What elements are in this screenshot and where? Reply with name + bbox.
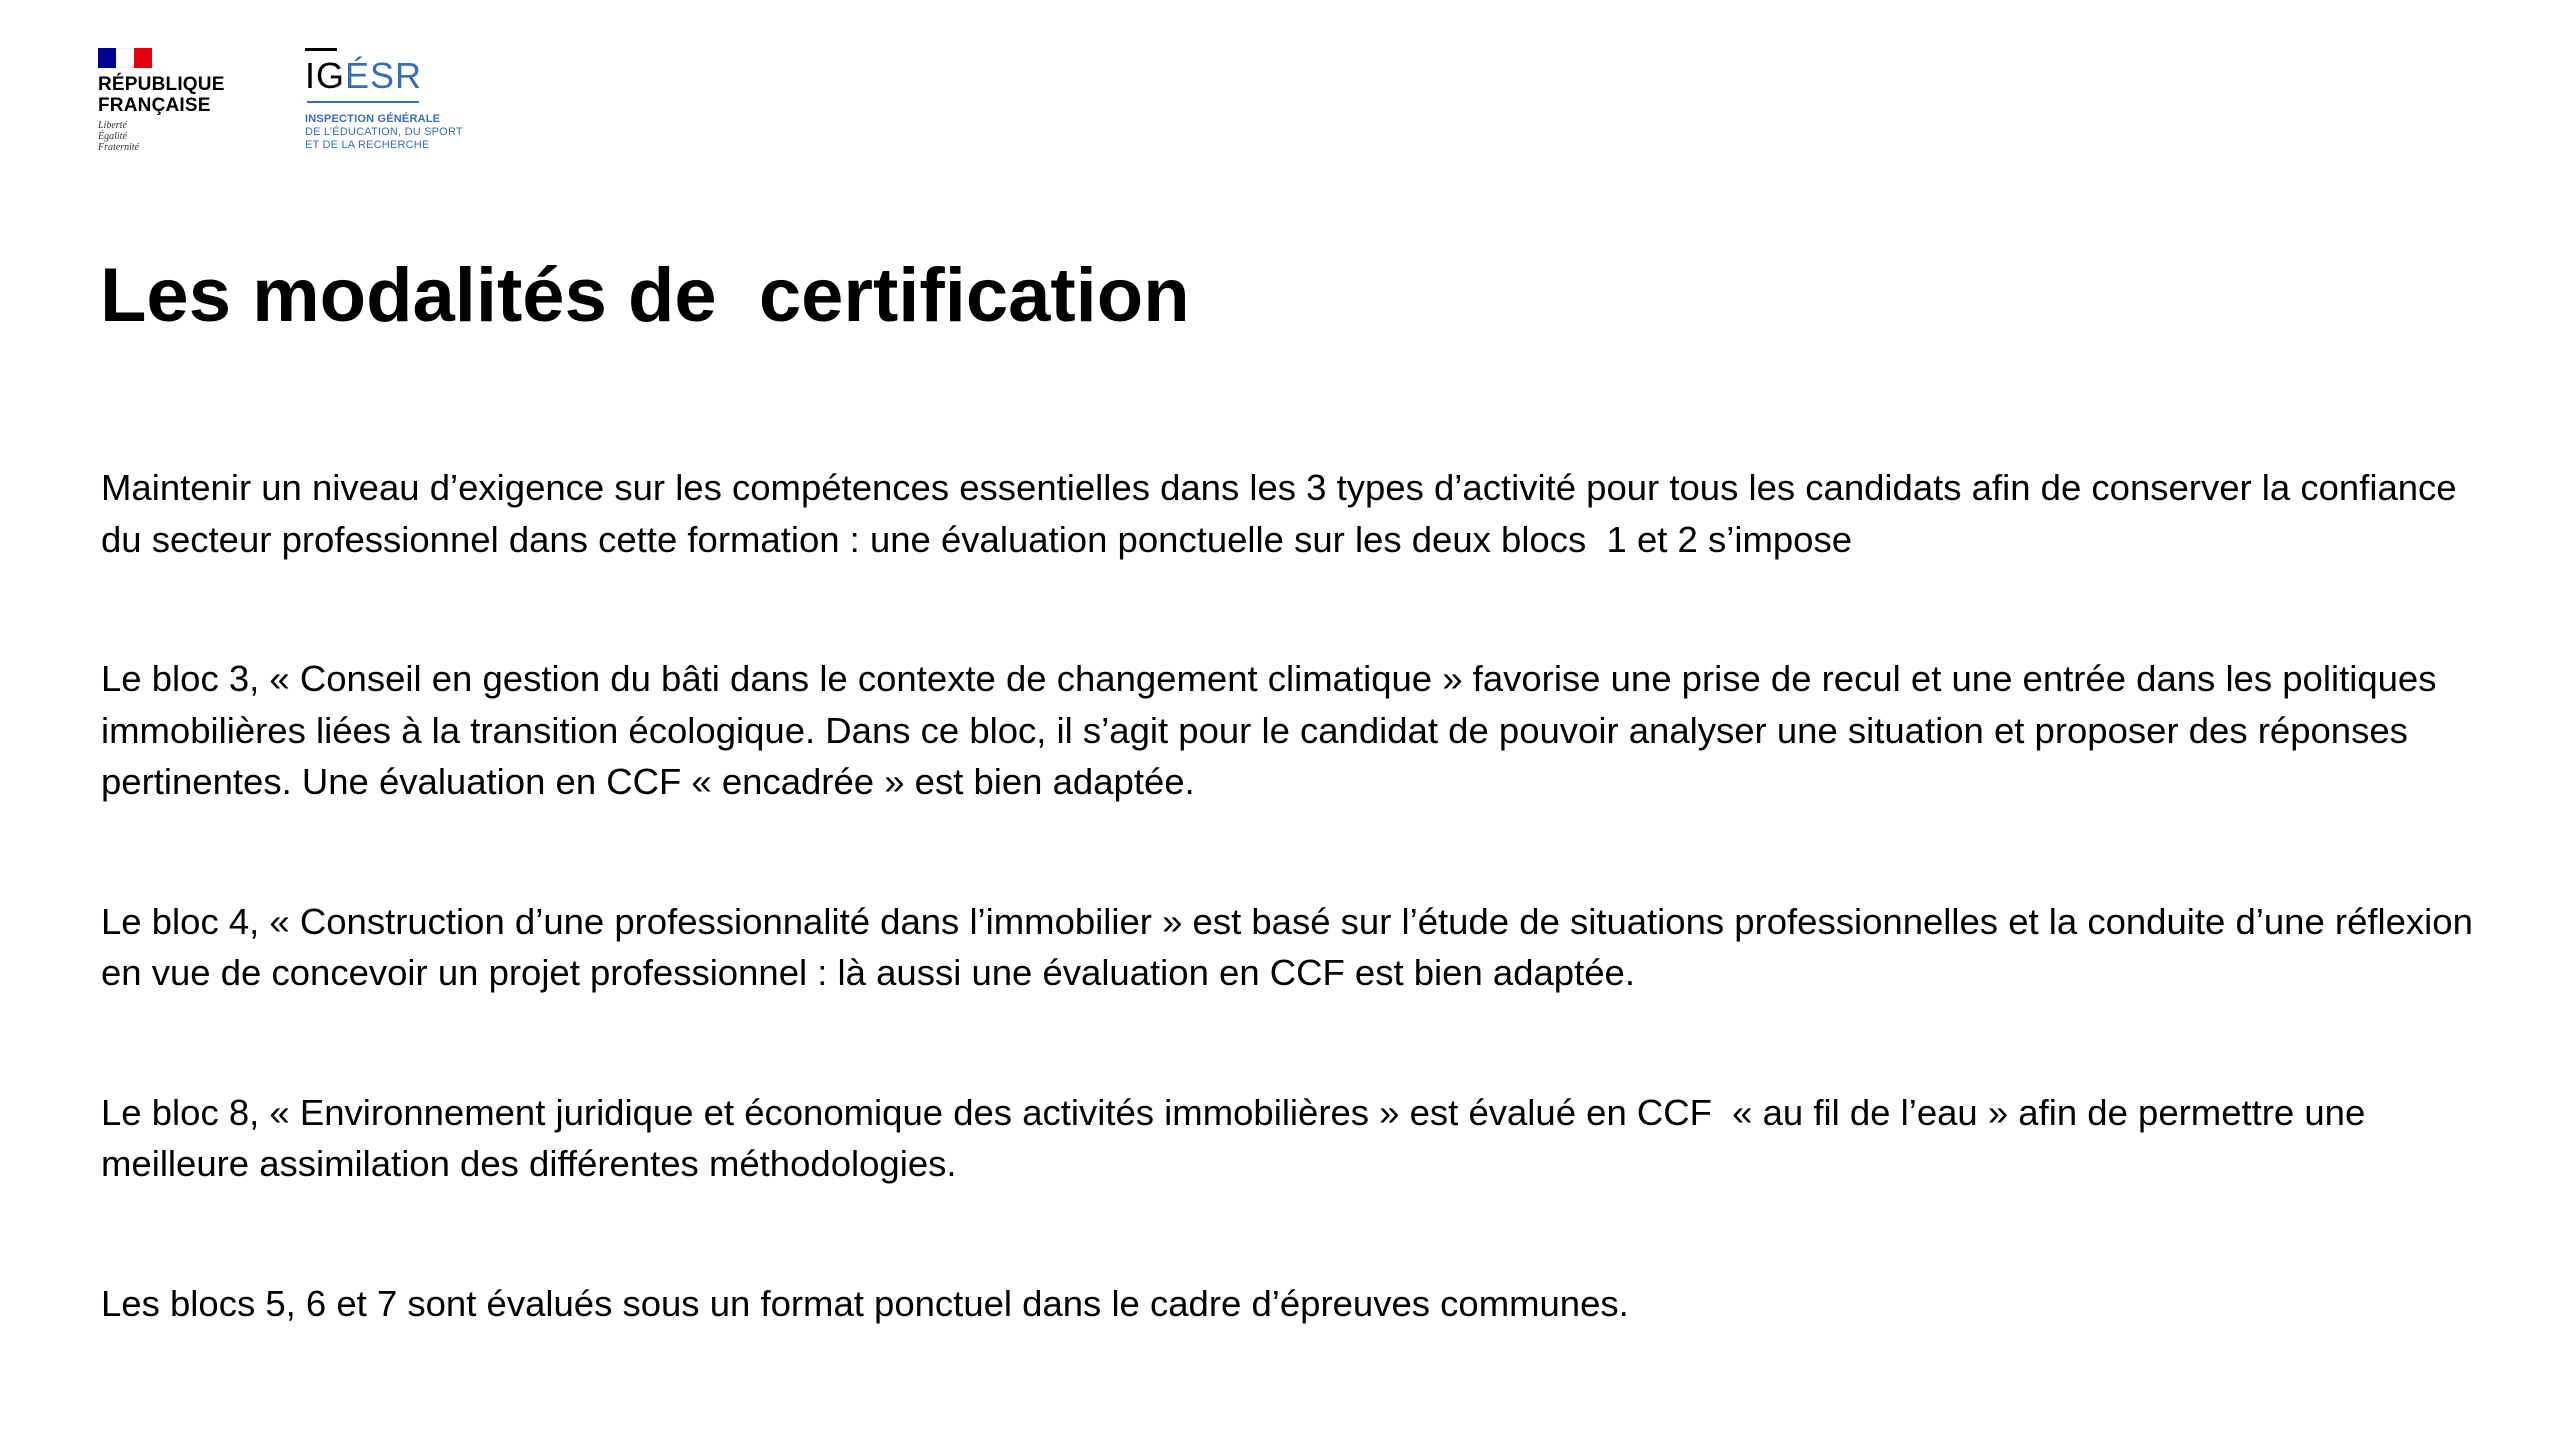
republique-motto	[98, 120, 238, 153]
motto-fraternite: Fraternité	[98, 142, 140, 153]
paragraph-blocs-1-2: Maintenir un niveau d’exigence sur les compétences essentielles dans les 3 types d’activité pour tous les candidats afin de conserver la confiance du secteur professionnel dans cette formation : une évaluation ponctuelle sur les deux blocs 1 et 2 s’impose	[101, 467, 2467, 560]
paragraph-bloc-4: Le bloc 4, « Construction d’une professionnalité dans l’immobilier » est basé sur l’étude de situations professionnelles et la conduite d’une réflexion en vue de concevoir un projet professionnel : là aussi une évaluation en CCF est bien adaptée.	[101, 900, 2484, 993]
paragraph-blocs-5-6-7: Les blocs 5, 6 et 7 sont évalués sous un format ponctuel dans le cadre d’épreuves communes.	[101, 1282, 1629, 1324]
igesr-subtitle	[305, 113, 505, 152]
igesr-top-bar	[305, 48, 337, 51]
igesr-divider	[307, 101, 419, 103]
republique-line1: RÉPUBLIQUE	[98, 74, 225, 95]
igesr-acronym-esr: ÉSR	[345, 55, 423, 96]
french-flag-icon	[98, 48, 152, 68]
igesr-subtitle-line2: DE L’ÉDUCATION, DU SPORT	[305, 126, 463, 138]
igesr-subtitle-line3: ET DE LA RECHERCHE	[305, 139, 430, 151]
page-title: Les modalités de certification	[100, 253, 1190, 338]
republique-francaise-logo	[98, 48, 238, 160]
igesr-acronym	[305, 57, 505, 95]
motto-egalite: Égalité	[98, 131, 127, 142]
republique-line2: FRANÇAISE	[98, 95, 211, 116]
igesr-logo	[305, 48, 505, 160]
igesr-subtitle-line1: INSPECTION GÉNÉRALE	[305, 113, 441, 125]
slide-body	[101, 462, 2484, 1329]
motto-liberte: Liberté	[98, 120, 127, 131]
republique-name	[98, 74, 238, 116]
paragraph-bloc-3: Le bloc 3, « Conseil en gestion du bâti dans le contexte de changement climatique » favorise une prise de recul et une entrée dans les politiques immobilières liées à la transition écologique. Dans ce bloc, il s’agit pour le candidat de pouvoir analyser une situation et proposer des réponses pertinentes. Une évaluation en CCF « encadrée » est bien adaptée.	[101, 658, 2447, 802]
igesr-acronym-ig: IG	[305, 55, 346, 96]
paragraph-bloc-8: Le bloc 8, « Environnement juridique et économique des activités immobilières » est évalué en CCF « au fil de l’eau » afin de permettre une meilleure assimilation des différentes méthodologies.	[101, 1091, 2376, 1184]
